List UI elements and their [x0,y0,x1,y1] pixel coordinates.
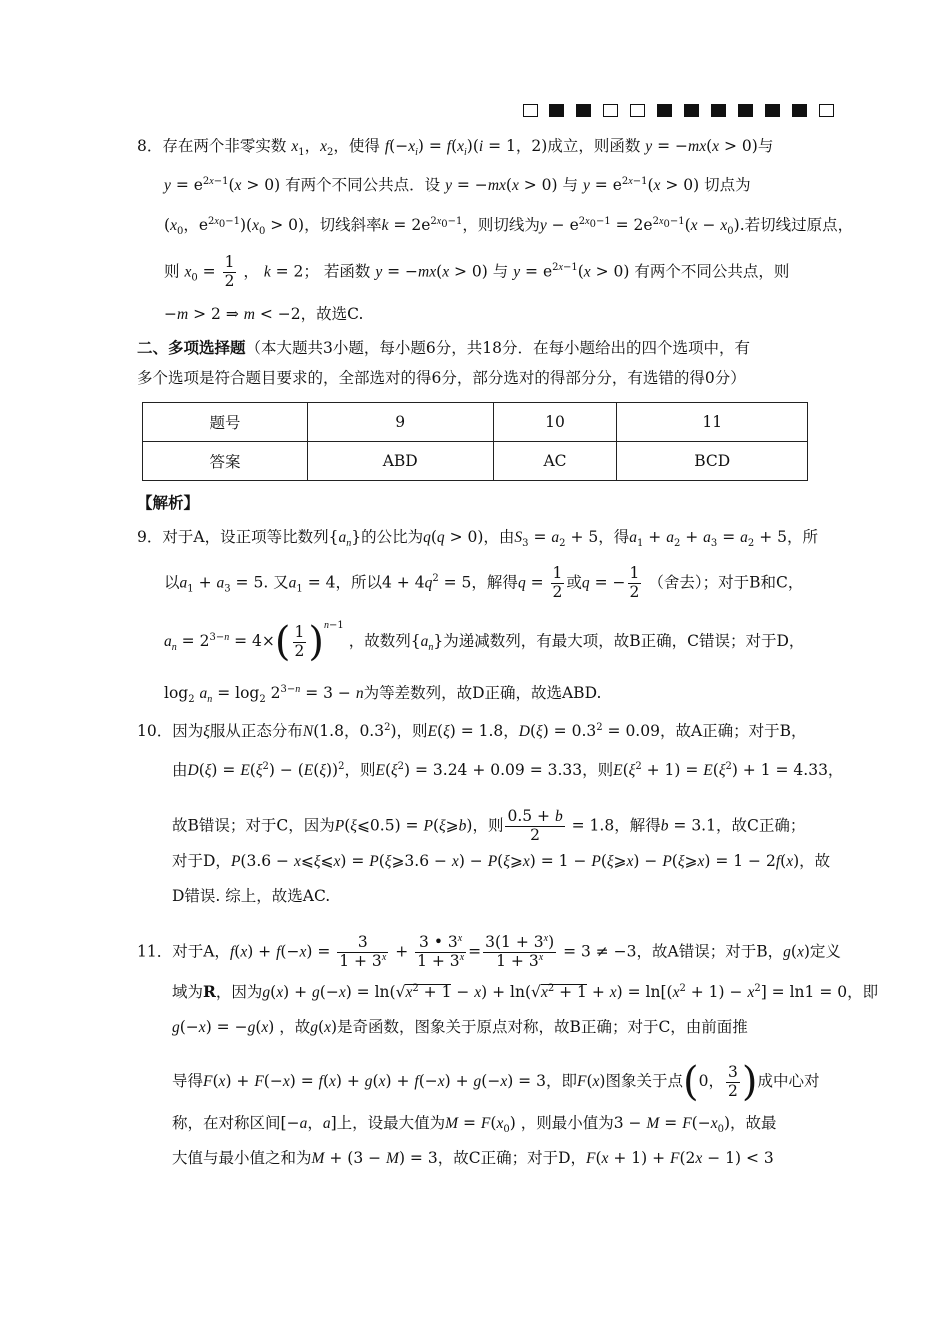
q10-line-3: 故B错误；对于C，因为P(ξ⩽0.5) = P(ξ⩾b)，则 $\frac{0.5 + b}{2}$ = 1.8，解得b = 3.1，故C正确； [172,807,806,844]
mark-box [630,104,645,117]
q10-line-4: 对于D，P(3.6 − x⩽ξ⩽x) = P(ξ⩾3.6 − x) − P(ξ⩾x) = 1 − P(ξ⩾x) − P(ξ⩾x) = 1 − 2f(x)，故 [172,852,831,870]
q9-line-4: $\log_2 a_n = \log_2 2^{3-n} = 3 - n$为等差数列，故D正确，故选ABD. [164,683,602,706]
table-cell: ABD [307,442,493,481]
q8-line-1: 8．存在两个非零实数 $x_1$，$x_2$，使得 $f(-x_i) = f(x_i)(i = 1$，2)成立，则函数 y = −mx(x > 0)与 [137,137,774,159]
q11-line-1: 11．对于A，f(x) + f(−x) = $\frac{3}{1 + 3^x}$ + $\frac{3 • 3^x}{1 + 3^x}$ = $\frac{3(1 + 3^x)}{1 + 3^x}$ = 3 ≠ −3，故A错误；对于B，g(x)定义 [137,932,841,970]
q11-line-2: 域为R，因为$g(x) + g(-x) = \ln(√x^2 + 1 - x) + \ln(√x^2 + 1 + x) = \ln[(x^2 + 1) - x^2] = \ln 1 = 0$，即 [172,982,879,1001]
q9-line-1: 9．对于A，设正项等比数列$\{a_n\}$的公比为q(q > 0)，由$S_3 = a_2 + 5$，得$a_1 + a_2 + a_3 = a_2 + 5$，所 [137,528,818,550]
mark-box [765,104,780,117]
q11-line-3: g(−x) = −g(x) ，故g(x)是奇函数，图象关于原点对称，故B正确；对于C，由前面推 [172,1018,748,1036]
analysis-label: 【解析】 [137,493,200,512]
table-header: 题号 [143,403,308,442]
mark-box [738,104,753,117]
section-desc: 多个选项是符合题目要求的，全部选对的得6分，部分选对的得部分分，有选错的得0分） [137,369,746,387]
table-cell: BCD [617,442,808,481]
mark-box [792,104,807,117]
table-header: 11 [617,403,808,442]
q10-line-5: D错误. 综上，故选AC. [172,887,331,905]
mark-box [576,104,591,117]
q8-line-4: 则 $x_0$ = $\frac{1}{2}$ ， k = 2； 若函数 y = −mx(x > 0) 与 $y = e^{2x-1}(x > 0)$ 有两个不同公共点，则 [164,253,790,290]
table-cell: AC [493,442,617,481]
q9-line-3: $a_n = 2^{3-n} = 4\times$( $\frac{1}{2}$ )$^{n-1}$ ，故数列$\{a_n\}$为递减数列，有最大项，故B正确，C错误；对于D， [164,619,805,665]
q9-line-2: 以$a_1 + a_3 = 5$. 又$a_1 = 4$，所以$4 + 4q^2 = 5$，解得q = $\frac{1}{2}$ 或q = − $\frac{1}{2}$ （舍去）；对于B和C， [164,564,804,601]
mark-box [711,104,726,117]
q8-line-3: ($x_0$，$e^{2x_0-1})(x_0 > 0)$，切线斜率$k = 2e^{2x_0-1}$，则切线为$y - e^{2x_0-1} = 2e^{2x_0-1}(x - x_0)$.若切线过原点， [164,215,854,238]
mark-box [657,104,672,117]
table-row [143,403,808,442]
table-header: 9 [307,403,493,442]
q11-line-6: 大值与最小值之和为M + (3 − M) = 3，故C正确；对于D，F(x + 1) + F(2x − 1) < 3 [172,1149,774,1167]
mark-box [549,104,564,117]
q10-line-1: 10．因为ξ服从正态分布N(1.8，$0.3^2$)，则E(ξ) = 1.8，$D(\xi) = 0.3^2 = 0.09$，故A正确；对于B， [137,721,807,740]
q11-line-5: 称，在对称区间[−a，a]上，设最大值为$M = F(x_0)$ ，则最小值为$3 - M = F(-x_0)$，故最 [172,1114,777,1136]
mark-box [603,104,618,117]
q10-line-2: 由$D(\xi) = E(\xi^2) - (E(\xi))^2$，则$E(\xi^2) = 3.24 + 0.09 = 3.33$，则$E(\xi^2 + 1) = E(\xi^2) + 1 = 4.33$， [172,760,844,779]
mark-box [684,104,699,117]
q11-line-4: 导得F(x) + F(−x) = f(x) + g(x) + f(−x) + g(−x) = 3，即F(x)图象关于点(0， $\frac{3}{2}$ )成中心对 [172,1059,820,1105]
table-row [143,442,808,481]
mark-box [523,104,538,117]
q8-line-2: $y = e^{2x-1}(x > 0)$ 有两个不同公共点．设 y = −mx(x > 0) 与 $y = e^{2x-1}(x > 0)$ 切点为 [164,175,751,194]
q8-line-5: −m > 2 ⇒ m < −2，故选C. [164,305,364,323]
table-header: 10 [493,403,617,442]
table-cell: 答案 [143,442,308,481]
answer-table [142,402,808,481]
section-heading: 二、多项选择题（本大题共3小题，每小题6分，共18分．在每小题给出的四个选项中，有 [137,338,750,357]
mark-box [819,104,834,117]
